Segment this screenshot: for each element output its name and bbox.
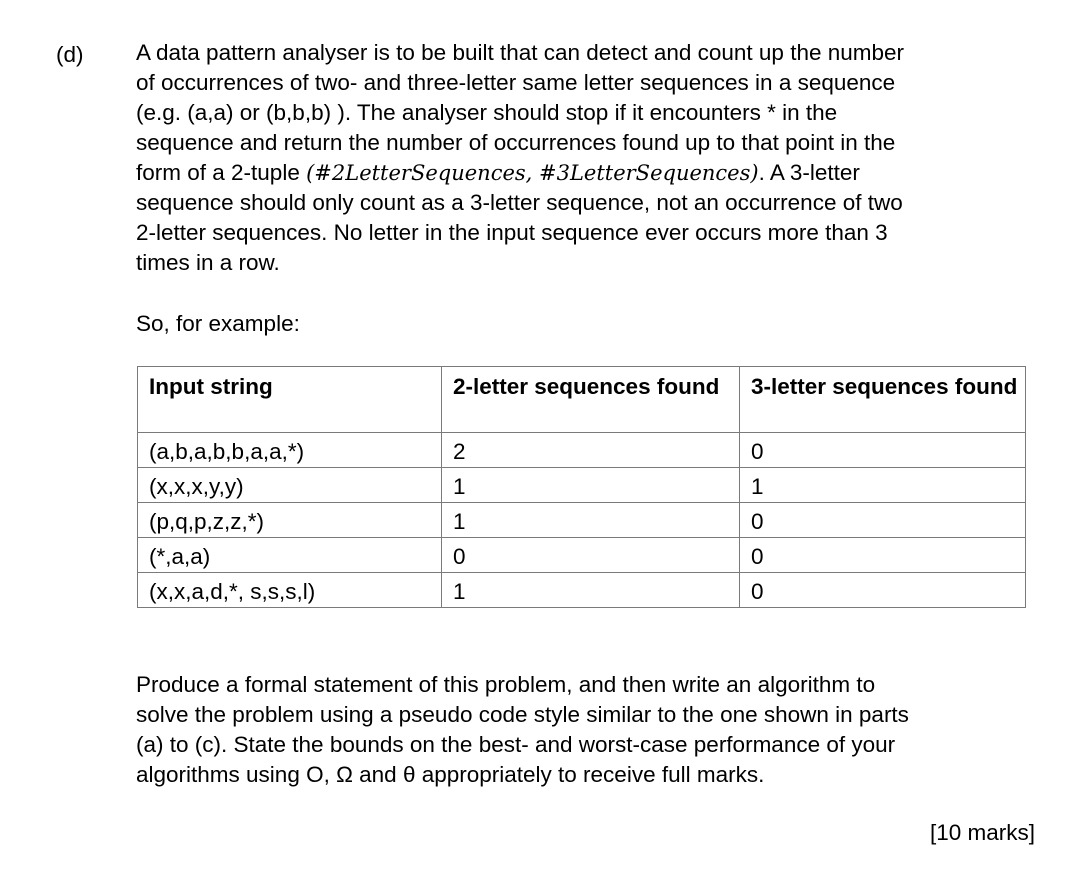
table-row bbox=[138, 573, 1026, 608]
instruction-line: solve the problem using a pseudo code style similar to the one shown in parts bbox=[136, 702, 909, 727]
cell-2-letter: 0 bbox=[442, 538, 740, 573]
table-row bbox=[138, 468, 1026, 503]
tuple-line-before: form of a 2-tuple bbox=[136, 160, 307, 185]
cell-3-letter: 0 bbox=[740, 433, 1026, 468]
question-intro bbox=[136, 38, 1036, 278]
intro-line: A data pattern analyser is to be built that can detect and count up the number bbox=[136, 40, 905, 65]
table-row bbox=[138, 538, 1026, 573]
instruction-line: (a) to (c). State the bounds on the best- and worst-case performance of your bbox=[136, 732, 896, 757]
example-heading: So, for example: bbox=[136, 311, 300, 336]
marks-label: [10 marks] bbox=[929, 820, 1035, 845]
example-table bbox=[137, 366, 1026, 608]
intro-line: times in a row. bbox=[136, 250, 280, 275]
instruction-line: Produce a formal statement of this problem, and then write an algorithm to bbox=[136, 672, 876, 697]
instruction-line: algorithms using O, Ω and θ appropriately to receive full marks. bbox=[136, 762, 765, 787]
table-row bbox=[138, 503, 1026, 538]
cell-input: (*,a,a) bbox=[138, 538, 442, 573]
cell-input: (x,x,x,y,y) bbox=[138, 468, 442, 503]
tuple-formula: (#2LetterSequences, #3LetterSequences) bbox=[306, 161, 759, 185]
cell-2-letter: 1 bbox=[442, 468, 740, 503]
cell-3-letter: 1 bbox=[740, 468, 1026, 503]
intro-line: 2-letter sequences. No letter in the input sequence ever occurs more than 3 bbox=[136, 220, 888, 245]
header-input-string: Input string bbox=[138, 367, 442, 433]
cell-3-letter: 0 bbox=[740, 503, 1026, 538]
cell-input: (x,x,a,d,*, s,s,s,l) bbox=[138, 573, 442, 608]
question-instructions bbox=[136, 670, 1036, 790]
intro-line: sequence and return the number of occurrences found up to that point in the bbox=[136, 130, 896, 155]
cell-input: (a,b,a,b,b,a,a,*) bbox=[138, 433, 442, 468]
header-3-letter: 3-letter sequences found bbox=[740, 367, 1026, 433]
cell-3-letter: 0 bbox=[740, 573, 1026, 608]
intro-line: (e.g. (a,a) or (b,b,b) ). The analyser should stop if it encounters * in the bbox=[136, 100, 838, 125]
question-label: (d) bbox=[56, 42, 84, 67]
table-row bbox=[138, 433, 1026, 468]
intro-line: of occurrences of two- and three-letter same letter sequences in a sequence bbox=[136, 70, 896, 95]
table-header-row bbox=[138, 367, 1026, 433]
intro-line: sequence should only count as a 3-letter sequence, not an occurrence of two bbox=[136, 190, 903, 215]
cell-2-letter: 2 bbox=[442, 433, 740, 468]
tuple-line bbox=[136, 158, 1036, 188]
tuple-line-after: . A 3-letter bbox=[758, 160, 860, 185]
cell-3-letter: 0 bbox=[740, 538, 1026, 573]
header-2-letter: 2-letter sequences found bbox=[442, 367, 740, 433]
cell-input: (p,q,p,z,z,*) bbox=[138, 503, 442, 538]
cell-2-letter: 1 bbox=[442, 573, 740, 608]
cell-2-letter: 1 bbox=[442, 503, 740, 538]
